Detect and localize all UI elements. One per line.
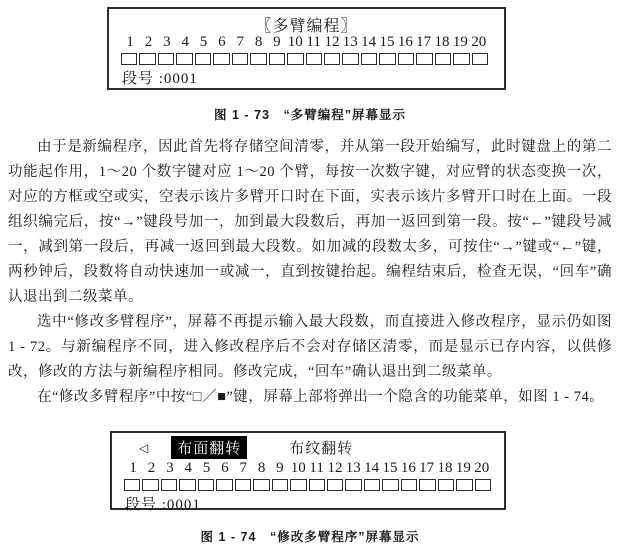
arm-checkbox xyxy=(176,53,192,65)
arm-checkbox xyxy=(379,53,395,65)
arm-checkbox xyxy=(456,479,472,491)
arm-number: 1 xyxy=(126,34,134,50)
arm-number: 7 xyxy=(236,34,244,50)
arm-number: 4 xyxy=(181,34,189,50)
arm-checkbox xyxy=(158,53,174,65)
menu-item: 布纹翻转 xyxy=(289,441,354,457)
arm-number: 3 xyxy=(166,460,174,476)
arm-checkbox xyxy=(382,479,398,491)
manual-page xyxy=(0,7,620,552)
arm-number: 6 xyxy=(221,460,229,476)
arm-state-row xyxy=(121,53,488,65)
arm-number: 19 xyxy=(452,34,468,50)
arm-number: 12 xyxy=(327,460,343,476)
arm-number: 16 xyxy=(397,34,413,50)
arm-number: 20 xyxy=(471,34,487,50)
arm-number: 6 xyxy=(218,34,226,50)
arm-checkbox xyxy=(272,479,288,491)
arm-number: 11 xyxy=(309,460,324,476)
arm-checkbox xyxy=(161,479,177,491)
segment-number-label: 段号 :0001 xyxy=(125,497,201,513)
arm-number: 2 xyxy=(147,460,156,476)
paragraph-2: 选中“修改多臂程序”，屏幕不再提示输入最大段数，而直接进入修改程序，显示仍如图 1 - 72。与新编程序不同，进入修改程序后不会对存储区清零，而是显示已存内容，以供修改，修改的方法与新编程序相同。修改完成，“回车”确认退出到二级菜单。 xyxy=(8,314,612,380)
arm-checkbox xyxy=(361,53,377,65)
arm-checkbox xyxy=(398,53,414,65)
arm-number: 9 xyxy=(276,460,284,476)
arm-number: 19 xyxy=(455,460,471,476)
arm-number: 13 xyxy=(342,34,358,50)
arm-number: 12 xyxy=(324,34,340,50)
arm-number: 18 xyxy=(434,34,450,50)
arm-number: 15 xyxy=(382,460,398,476)
arm-checkbox xyxy=(364,479,380,491)
arm-number: 8 xyxy=(257,460,266,476)
figure-73-caption: 图 1 - 73 “多臂编程”屏幕显示 xyxy=(214,108,406,122)
arm-number: 15 xyxy=(379,34,395,50)
screen-title: 〖多臂编程〗 xyxy=(255,18,358,35)
arm-checkbox xyxy=(419,479,435,491)
arm-number: 3 xyxy=(163,34,171,50)
arm-number: 5 xyxy=(202,460,211,476)
arm-number: 10 xyxy=(290,460,306,476)
arm-checkbox xyxy=(235,479,251,491)
arm-number: 11 xyxy=(306,34,321,50)
body-text xyxy=(8,135,612,410)
arm-state-row xyxy=(124,479,491,491)
arm-number: 17 xyxy=(419,460,435,476)
arm-checkbox xyxy=(290,479,306,491)
arm-checkbox xyxy=(121,53,137,65)
arm-checkbox xyxy=(438,479,454,491)
arm-checkbox xyxy=(198,479,214,491)
menu-cursor-icon: ◁ xyxy=(139,440,149,455)
arm-checkbox xyxy=(416,53,432,65)
arm-checkbox xyxy=(401,479,417,491)
arm-checkbox xyxy=(139,53,155,65)
arm-checkbox xyxy=(179,479,195,491)
arm-number: 17 xyxy=(416,34,432,50)
menu-item-selected: 布面翻转 xyxy=(171,436,247,459)
arm-checkbox xyxy=(327,479,343,491)
arm-number-row xyxy=(124,460,491,478)
arm-number: 7 xyxy=(239,460,247,476)
arm-checkbox xyxy=(309,479,325,491)
paragraph-1: 由于是新编程序，因此首先将存储空间清零，并从第一段开始编写，此时键盘上的第二功能起作用，1～20 个数字键对应 1～20 个臂，每按一次数字键，对应臂的状态变换一次，对应的方框或空或实，空表示该片多臂开口时在下面，实表示该片多臂开口时在上面。一段组织编完后，按“→”键段号加一，加到最大段数后，再加一返回到第一段。按“←”键段号减一，减到第一段后，再减一返回到最大段数。如加减的段数太多，可按住“→”键或“←”键，两秒钟后，段数将自动快速加一或减一，直到按键抬起。编程结束后，检查无误，“回车”确认退出到二级菜单。 xyxy=(8,139,612,305)
arm-checkbox xyxy=(232,53,248,65)
arm-checkbox xyxy=(435,53,451,65)
arm-checkbox xyxy=(287,53,303,65)
arm-checkbox xyxy=(324,53,340,65)
arm-number: 14 xyxy=(361,34,377,50)
arm-number: 10 xyxy=(287,34,303,50)
figure-73-screen xyxy=(107,7,506,90)
arm-number-row xyxy=(121,34,488,52)
arm-checkbox xyxy=(253,479,269,491)
popup-menu-row xyxy=(112,437,504,458)
arm-checkbox xyxy=(250,53,266,65)
arm-number: 18 xyxy=(437,460,453,476)
arm-checkbox xyxy=(213,53,229,65)
arm-number: 4 xyxy=(184,460,192,476)
arm-checkbox xyxy=(269,53,285,65)
arm-checkbox xyxy=(475,479,491,491)
arm-checkbox xyxy=(342,53,358,65)
figure-74-screen xyxy=(110,431,506,513)
arm-number: 14 xyxy=(364,460,380,476)
arm-checkbox xyxy=(124,479,140,491)
arm-number: 5 xyxy=(199,34,208,50)
arm-number: 2 xyxy=(144,34,153,50)
figure-74-caption: 图 1 - 74 “修改多臂程序”屏幕显示 xyxy=(200,530,420,544)
arm-checkbox xyxy=(195,53,211,65)
arm-number: 13 xyxy=(345,460,361,476)
arm-checkbox xyxy=(453,53,469,65)
arm-checkbox xyxy=(142,479,158,491)
arm-number: 9 xyxy=(273,34,281,50)
arm-checkbox xyxy=(345,479,361,491)
arm-number: 8 xyxy=(254,34,263,50)
arm-number: 16 xyxy=(400,460,416,476)
arm-checkbox xyxy=(216,479,232,491)
paragraph-3: 在“修改多臂程序”中按“□／■”键，屏幕上部将弹出一个隐含的功能菜单，如图 1 - 74。 xyxy=(37,389,605,405)
arm-number: 1 xyxy=(129,460,137,476)
segment-number-label: 段号 :0001 xyxy=(122,71,198,87)
arm-number: 20 xyxy=(474,460,490,476)
arm-checkbox xyxy=(472,53,488,65)
arm-checkbox xyxy=(306,53,322,65)
